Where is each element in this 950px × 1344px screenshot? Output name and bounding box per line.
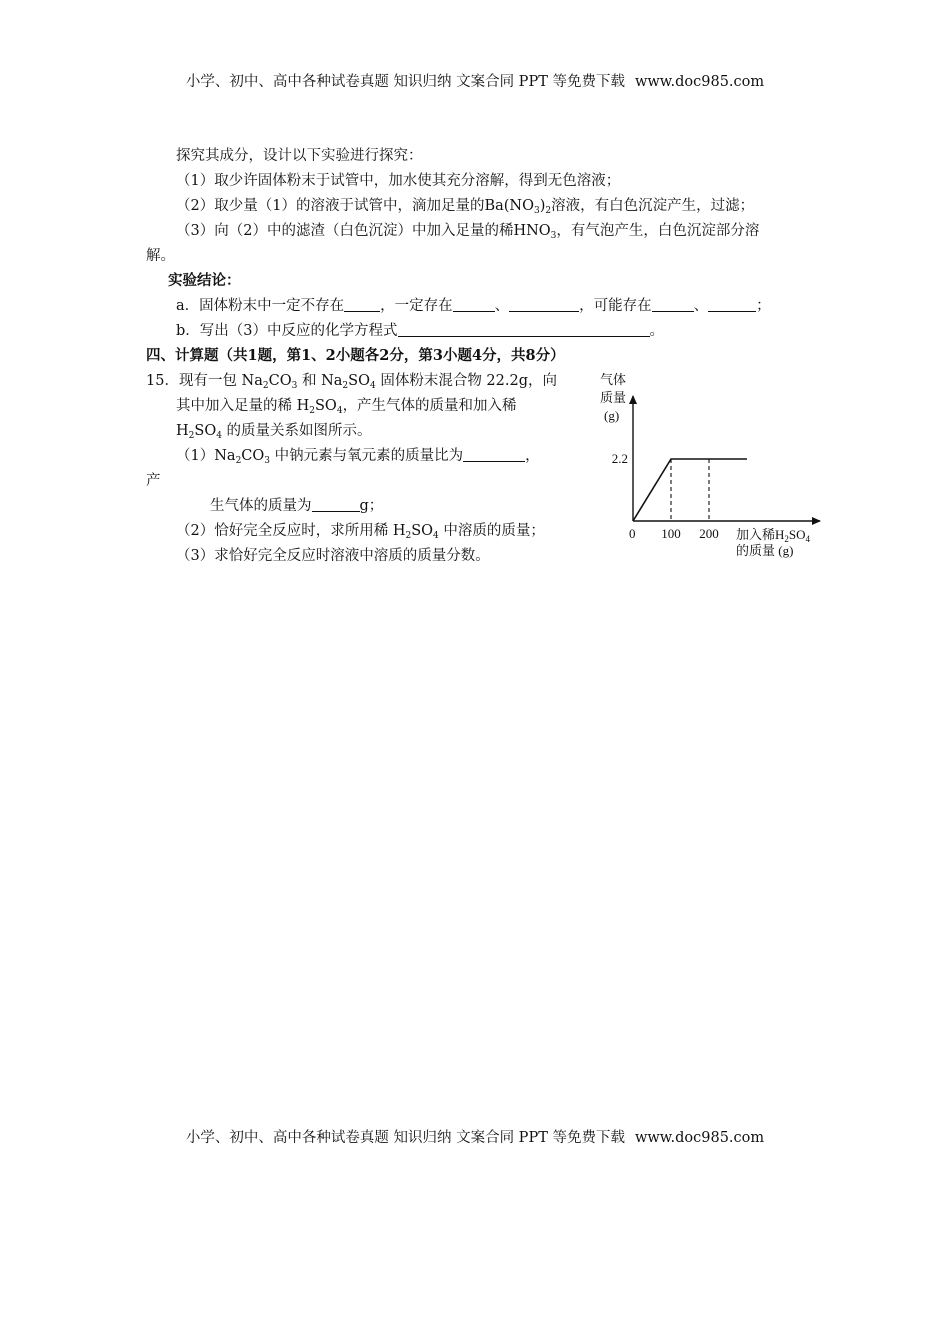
header-text: 小学、初中、高中各种试卷真题 知识归纳 文案合同 PPT 等免费下载 (185, 74, 625, 90)
y-axis-label-line: 质量 (600, 390, 627, 405)
x-tick-label-200: 200 (699, 526, 719, 541)
q15-part-1-wrap: 产 (146, 473, 161, 489)
y-axis-label-line: 气体 (600, 372, 627, 387)
answer-blank-mass-ratio[interactable] (463, 446, 525, 462)
y-tick-label: 2.2 (611, 451, 628, 466)
intro-step-2: （2）取少量（1）的溶液于试管中，滴加足量的$Ba(NO_3)_2$溶液，有白色沉淀产生，过滤； (176, 198, 755, 216)
conclusion-a: a．固体粉末中一定不存在 ，一定存在 、 ，可能存在 、 ； (176, 298, 771, 314)
q15-part-2: （2）恰好完全反应时，求所用稀 $H_2SO_4$ 中溶质的质量； (176, 523, 545, 541)
answer-blank-possible-2[interactable] (708, 296, 756, 312)
q15-line-2: 其中加入足量的稀 $H_2SO_4$，产生气体的质量和加入稀 (176, 398, 517, 416)
q15-part-3: （3）求恰好完全反应时溶液中溶质的质量分数。 (176, 548, 490, 564)
x-tick-label-100: 100 (661, 526, 681, 541)
x-axis-label (736, 527, 811, 558)
answer-blank-absent[interactable] (344, 296, 380, 312)
footer-url[interactable]: www.doc985.com (634, 1130, 765, 1146)
q15-line-3: $H_2SO_4$ 的质量关系如图所示。 (176, 423, 372, 441)
footer-text: 小学、初中、高中各种试卷真题 知识归纳 文案合同 PPT 等免费下载 (185, 1130, 625, 1146)
origin-label: 0 (629, 526, 636, 541)
gas-mass-chart (590, 370, 830, 570)
q15-line-1: 15．现有一包 $Na_2CO_3$ 和 $Na_2SO_4$ 固体粉末混合物 22.2g，向 (146, 373, 558, 391)
answer-blank-equation[interactable] (398, 321, 650, 337)
conclusion-b: b．写出（3）中反应的化学方程式 。 (176, 323, 665, 339)
intro-lead: 探究其成分，设计以下实验进行探究： (176, 148, 423, 164)
intro-step-3: （3）向（2）中的滤渣（白色沉淀）中加入足量的稀$HNO_3$，有气泡产生，白色沉淀部分溶 (176, 223, 760, 241)
intro-step-1: （1）取少许固体粉末于试管中，加水使其充分溶解，得到无色溶液； (176, 173, 621, 189)
answer-blank-present-2[interactable] (509, 296, 579, 312)
section-4-title: 四、计算题（共1题，第1、2小题各2分，第3小题4分，共8分） (146, 347, 565, 364)
page-header (0, 70, 950, 91)
series-line-gas (633, 459, 747, 521)
answer-blank-gas-mass[interactable] (312, 496, 360, 512)
q15-part-1: $(1)Na_2CO_3$ 中钠元素与氧元素的质量比为 ， (176, 448, 540, 466)
conclusion-title: 实验结论： (168, 272, 241, 289)
svg-text:加入稀H2SO4: 加入稀$H_2SO_4$ (736, 527, 811, 544)
svg-text:的质量 (g): 的质量 (g) (736, 543, 794, 558)
q15-part-1-line-2: 生气体的质量为 g； (210, 498, 384, 514)
page-footer (0, 1126, 950, 1147)
header-url[interactable]: www.doc985.com (634, 74, 765, 90)
y-axis-label-line: (g) (604, 408, 620, 423)
answer-blank-present-1[interactable] (453, 296, 495, 312)
intro-step-3-cont: 解。 (146, 248, 175, 264)
answer-blank-possible-1[interactable] (652, 296, 694, 312)
y-axis-label (600, 372, 626, 423)
